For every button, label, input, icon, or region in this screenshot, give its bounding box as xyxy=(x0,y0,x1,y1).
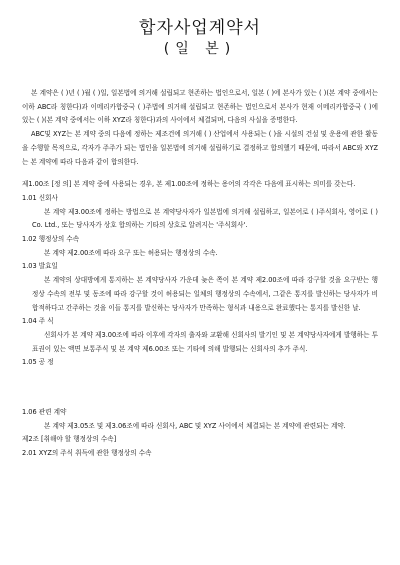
section-1-05-label: 1.05 공 정 xyxy=(22,358,54,367)
section-1-03-text: 본 계약의 상대방에게 통지하는 본 계약당사자 가운데 늦은 쪽이 본 계약 제2.00조에 따라 강구할 것을 요구받는 행정상 수속의 전부 및 동조에 따라 강구할 것이 허용되는 일체의 행정상의 수속에서, 그같은 통지를 발신하는 당사자가 비합적하다고 간주하는 것을 이들 통지를 발신하는 당사자가 만족하는 형식과 내용으로 완료했다는 통지를 발신한 날. xyxy=(32,276,378,312)
section-2-01-label: 2.01 XYZ의 주식 취득에 관한 행정상의 수속 xyxy=(22,449,152,458)
section-1-01-text: 본 계약 제3.00조에 정하는 방법으로 본 계약당사자가 일본법에 의거해 설립하고, 일본어로 ( )주식회사, 영어로 ( ) Co. Ltd., 또는 당사자가 상호 합의하는 기타의 상호로 알려지는 '주식회사'. xyxy=(32,207,378,230)
section-1-06-label: 1.06 관련 계약 xyxy=(22,408,67,417)
article-2-heading: 제2조 [취해야 할 행정상의 수속] xyxy=(22,435,117,444)
document-body xyxy=(22,87,378,461)
section-1-06-text: 본 계약 제3.05조 및 제3.06조에 따라 신회사, ABC 및 XYZ 사이에서 체결되는 본 계약에 관련되는 계약. xyxy=(44,421,346,430)
preamble-paragraph-2: ABC및 XYZ는 본 계약 중의 다음에 정하는 제조건에 의거해 ( ) 산업에서 사용되는 ( )을 시설의 건설 및 운용에 관한 활동을 수행할 목적으로, 각자가 주주가 되는 법인을 일본법에 의거해 설립하기로 결정하고 합의했기 때문에, 따라서 ABC와 XYZ는 본 계약에 따라 다음과 같이 합의한다. xyxy=(22,130,378,166)
section-1-01-label: 1.01 신회사 xyxy=(22,193,58,202)
section-1-03-label: 1.03 발효일 xyxy=(22,262,58,271)
section-1-02-label: 1.02 행정상의 수속 xyxy=(22,235,80,244)
article-1-heading: 제1.00조 [정 의] 본 계약 중에 사용되는 경우, 본 제1.00조에 정하는 용어의 각각은 다음에 표시하는 의미를 갖는다. xyxy=(22,180,356,189)
document-title: 합자사업계약서 xyxy=(139,18,261,38)
document-subtitle: (일 본) xyxy=(163,41,237,57)
section-1-02-text: 본 계약 제2.00조에 따라 요구 또는 허용되는 행정상의 수속. xyxy=(44,248,218,257)
section-1-04-text: 신회사가 본 계약 제3.00조에 따라 이후에 각자의 출자와 교환해 신회사의 발기인 및 본 계약당사자에게 발행하는 투표권이 있는 액면 보통주식 및 본 계약 제6.00조 또는 기타에 의해 발행되는 신회사의 추가 주식. xyxy=(32,330,378,353)
preamble-paragraph-1: 본 계약은 ( )년 ( )월 ( )일, 일본법에 의거해 설립되고 현존하는 법인으로서, 일본 ( )에 본사가 있는 ( )(본 계약 중에서는 이하 ABC라 칭한다)과 이메리카합중국 ( )주법에 의거해 설립되고 현존하는 법인으로서 본사가 현재 이메리카합중국 ( )에 있는 ( )(본 계약 중에서는 이하 XYZ라 칭한다)과의 사이에서 체결되며, 다음의 사실을 증명한다. xyxy=(22,89,378,125)
spacer xyxy=(22,370,378,406)
spacer xyxy=(22,169,378,178)
section-1-04-label: 1.04 주 식 xyxy=(22,317,54,326)
